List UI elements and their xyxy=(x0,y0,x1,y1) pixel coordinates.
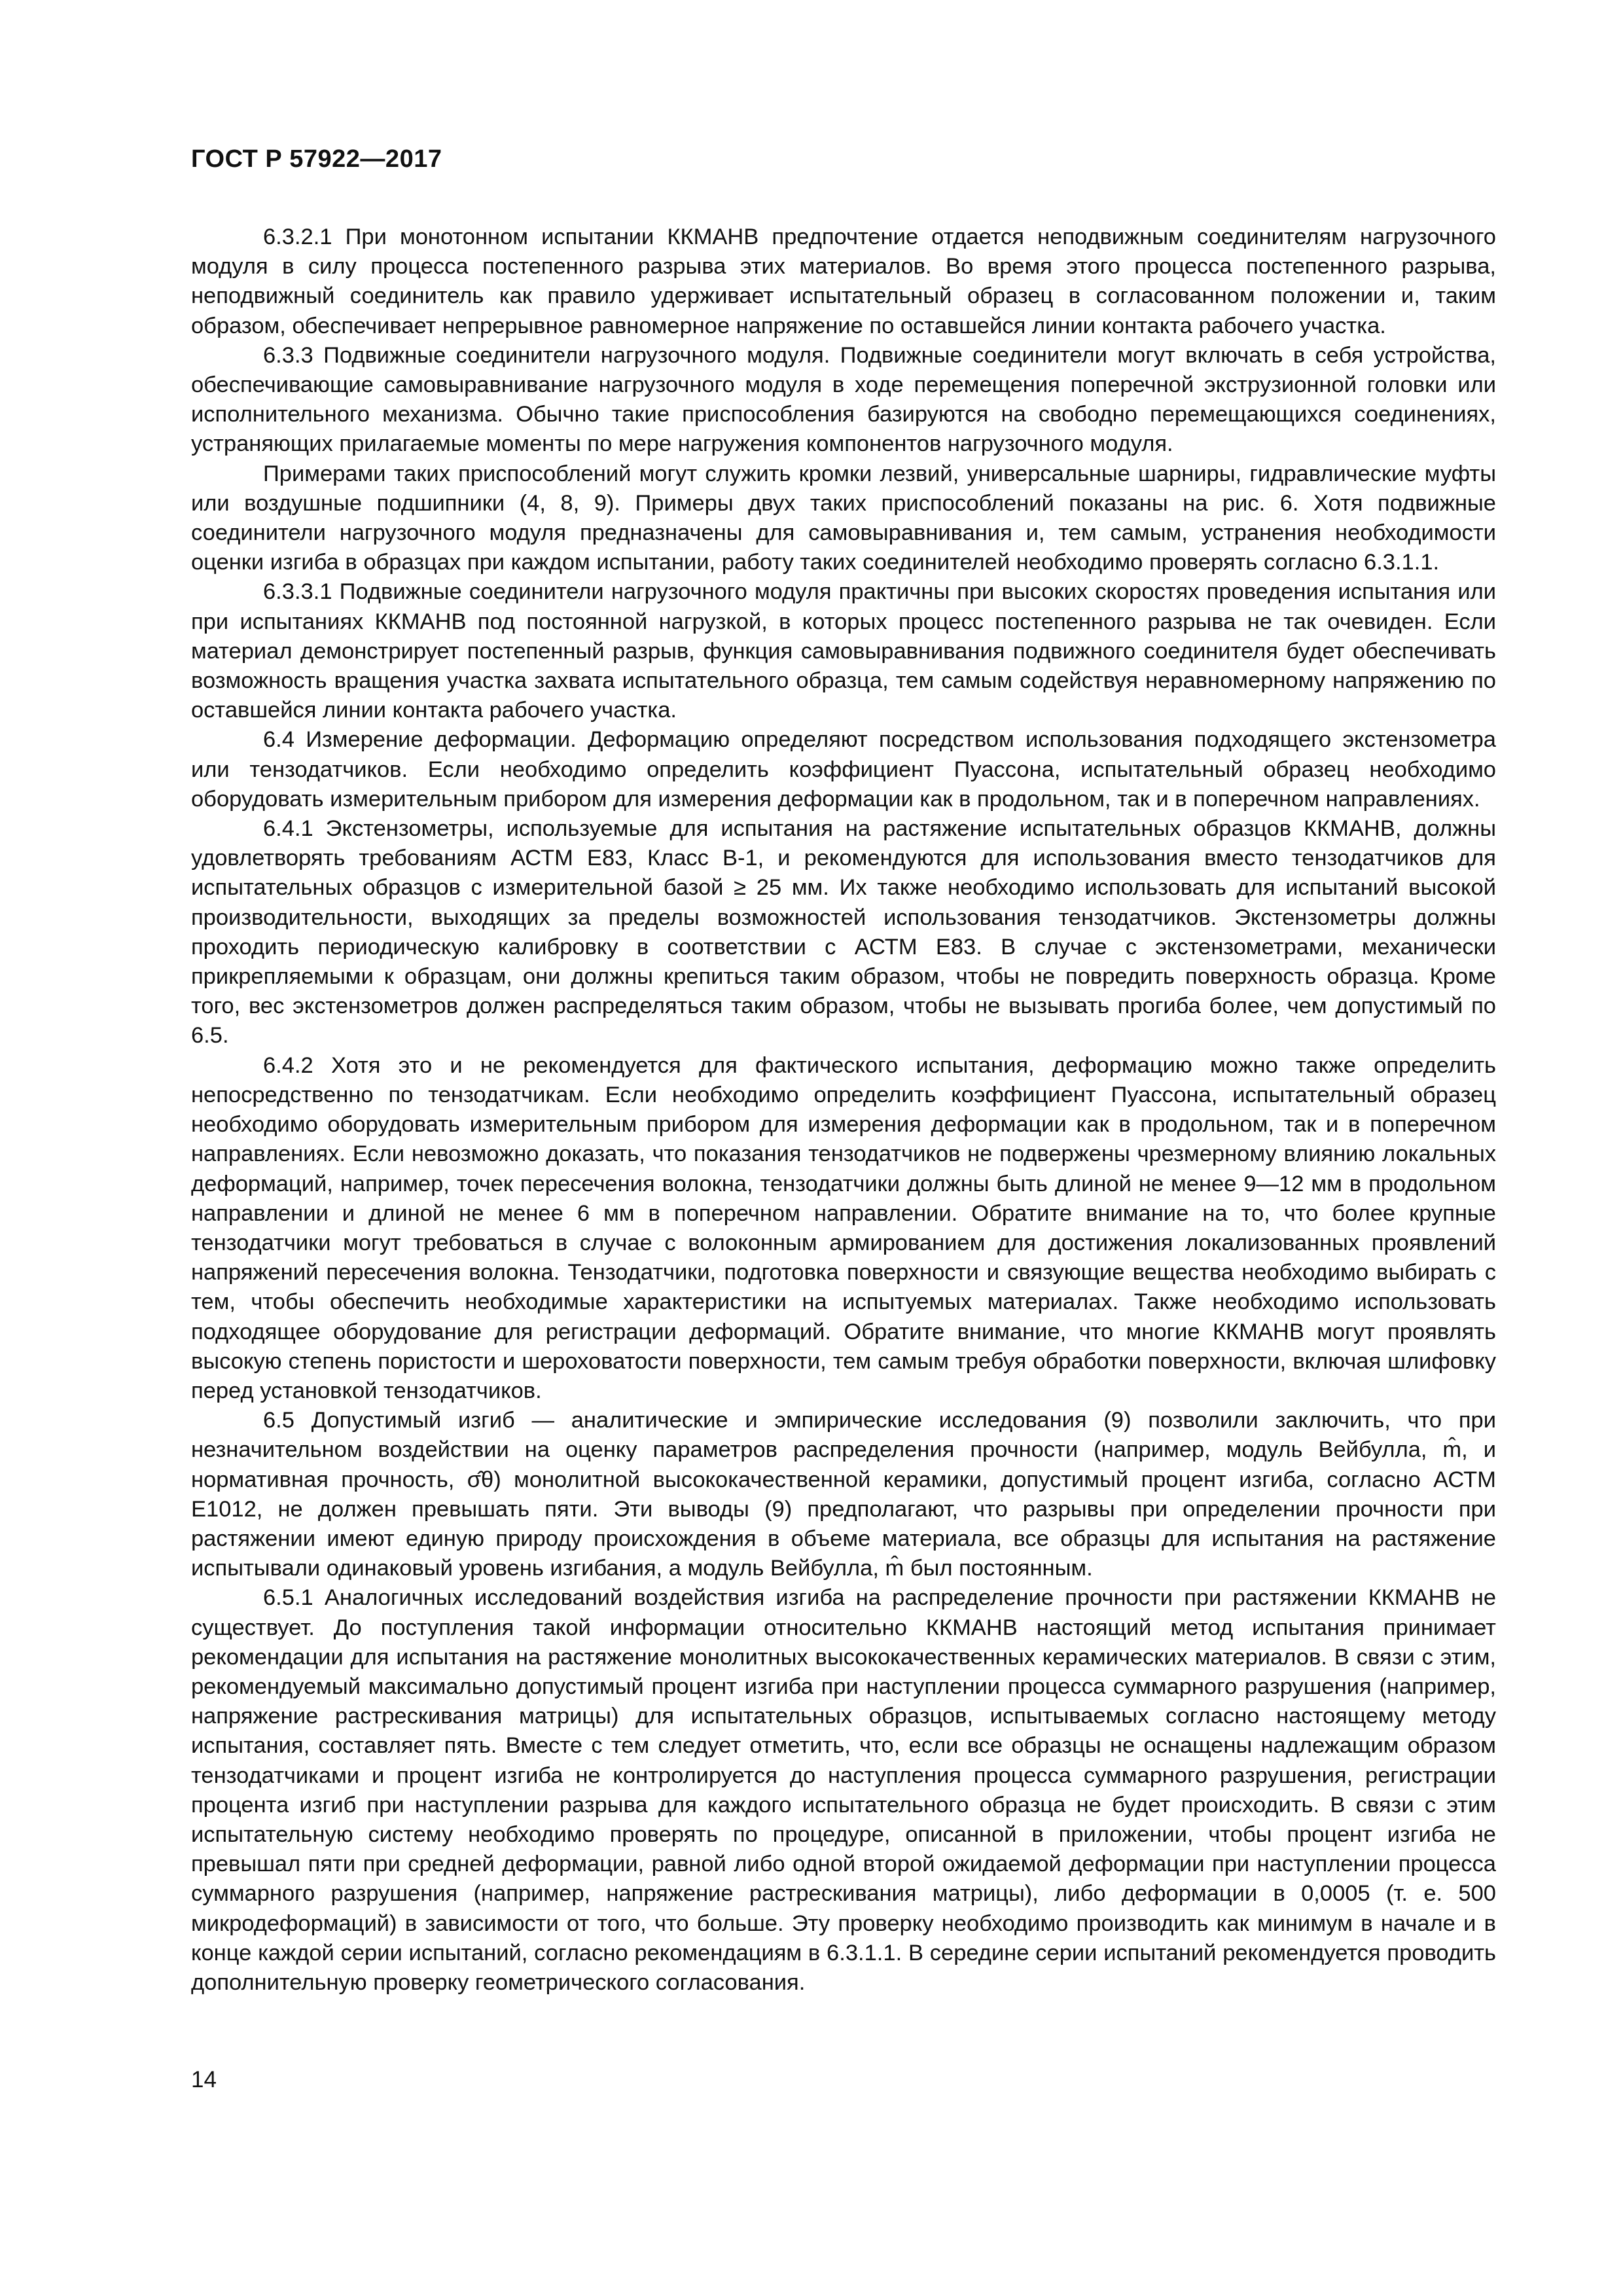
paragraph-6-5: 6.5 Допустимый изгиб — аналитические и эмпирические исследования (9) позволили заключить, что при незначительном воздействии на оценку параметров распределения прочности (например, модуль Вейбулла, m̂, и нормативная прочность, σ̂θ) монолитной высококачественной керамики, допустимый процент изгиба, согласно АСТМ Е1012, не должен превышать пяти. Эти выводы (9) предполагают, что разрывы при определении прочности при растяжении имеют единую природу происхождения в объеме материала, все образцы для испытания на растяжение испытывали одинаковый уровень изгибания, а модуль Вейбулла, m̂ был постоянным. xyxy=(191,1408,1496,1581)
document-header: ГОСТ Р 57922—2017 xyxy=(191,145,442,173)
paragraph-6-3-3: 6.3.3 Подвижные соединители нагрузочного модуля. Подвижные соединители могут включать в себя устройства, обеспечивающие самовыравнивание нагрузочного модуля в ходе перемещения поперечной экструзионной головки или исполнительного механизма. Обычно такие приспособления базируются на свободно перемещающихся соединениях, устраняющих прилагаемые моменты по мере нагружения компонентов нагрузочного модуля. xyxy=(191,342,1496,457)
paragraph-6-4: 6.4 Измерение деформации. Деформацию определяют посредством использования подходящего экстензометра или тензодатчиков. Если необходимо определить коэффициент Пуассона, испытательный образец необходимо оборудовать измерительным прибором для измерения деформации как в продольном, так и в поперечном направлениях. xyxy=(191,727,1496,812)
body-text xyxy=(191,223,1496,1998)
page-number: 14 xyxy=(191,2067,217,2092)
paragraph-6-4-1: 6.4.1 Экстензометры, используемые для испытания на растяжение испытательных образцов ККМАНВ, должны удовлетворять требованиям АСТМ Е83, Класс В-1, и рекомендуются для использования вместо тензодатчиков для испытательных образцов с измерительной базой ≥ 25 мм. Их также необходимо использовать для испытаний высокой производительности, выходящих за пределы возможностей использования тензодатчиков. Экстензометры должны проходить периодическую калибровку в соответствии с АСТМ Е83. В случае с экстензометрами, механически прикрепляемыми к образцам, они должны крепиться таким образом, чтобы не повредить поверхность образца. Кроме того, вес экстензометров должен распределяться таким образом, чтобы не вызывать прогиба более, чем допустимый по 6.5. xyxy=(191,816,1496,1049)
paragraph-6-5-1: 6.5.1 Аналогичных исследований воздействия изгиба на распределение прочности при растяжении ККМАНВ не существует. До поступления такой информации относительно ККМАНВ настоящий метод испытания принимает рекомендации для испытания на растяжение монолитных высококачественных керамических материалов. В связи с этим, рекомендуемый максимально допустимый процент изгиба при наступлении процесса суммарного разрушения (например, напряжение растрескивания матрицы) для испытательных образцов, испытываемых согласно настоящему методу испытания, составляет пять. Вместе с тем следует отметить, что, если все образцы не оснащены надлежащим образом тензодатчиками и процент изгиба не контролируется до наступления процесса суммарного разрушения, регистрации процента изгиб при наступлении разрыва для каждого испытательного образца не будет происходить. В связи с этим испытательную систему необходимо проверять по процедуре, описанной в приложении, чтобы процент изгиба не превышал пяти при средней деформации, равной либо одной второй ожидаемой деформации при наступлении процесса суммарного разрушения (например, напряжение растрескивания матрицы), либо деформации в 0,0005 (т. е. 500 микродеформаций) в зависимости от того, что больше. Эту проверку необходимо производить как минимум в начале и в конце каждой серии испытаний, согласно рекомендациям в 6.3.1.1. В середине серии испытаний рекомендуется проводить дополнительную проверку геометрического согласования. xyxy=(191,1585,1496,1995)
paragraph-examples: Примерами таких приспособлений могут служить кромки лезвий, универсальные шарниры, гидравлические муфты или воздушные подшипники (4, 8, 9). Примеры двух таких приспособлений показаны на рис. 6. Хотя подвижные соединители нагрузочного модуля предназначены для самовыравнивания и, тем самым, устранения необходимости оценки изгиба в образцах при каждом испытании, работу таких соединителей необходимо проверять согласно 6.3.1.1. xyxy=(191,461,1496,575)
paragraph-6-3-2-1: 6.3.2.1 При монотонном испытании ККМАНВ предпочтение отдается неподвижным соединителям нагрузочного модуля в силу процесса постепенного разрыва этих материалов. Во время этого процесса постепенного разрыва, неподвижный соединитель как правило удерживает испытательный образец в согласованном положении и, таким образом, обеспечивает непрерывное равномерное напряжение по оставшейся линии контакта рабочего участка. xyxy=(191,224,1496,338)
paragraph-6-3-3-1: 6.3.3.1 Подвижные соединители нагрузочного модуля практичны при высоких скоростях проведения испытания или при испытаниях ККМАНВ под постоянной нагрузкой, в которых процесс постепенного разрыва не так очевиден. Если материал демонстрирует постепенный разрыв, функция самовыравнивания подвижного соединителя будет обеспечивать возможность вращения участка захвата испытательного образца, тем самым содействуя неравномерному напряжению по оставшейся линии контакта рабочего участка. xyxy=(191,579,1496,723)
paragraph-6-4-2: 6.4.2 Хотя это и не рекомендуется для фактического испытания, деформацию можно также определить непосредственно по тензодатчикам. Если необходимо определить коэффициент Пуассона, испытательный образец необходимо оборудовать измерительным прибором для измерения деформации как в продольном, так и в поперечном направлениях. Если невозможно доказать, что показания тензодатчиков не подвержены чрезмерному влиянию локальных деформаций, например, точек пересечения волокна, тензодатчики должны быть длиной не менее 9—12 мм в продольном направлении и длиной не менее 6 мм в поперечном направлении. Обратите внимание на то, что более крупные тензодатчики могут требоваться в случае с волоконным армированием для достижения локализованных проявлений напряжений пересечения волокна. Тензодатчики, подготовка поверхности и связующие вещества необходимо выбирать с тем, чтобы обеспечить необходимые характеристики на испытуемых материалах. Также необходимо использовать подходящее оборудование для регистрации деформаций. Обратите внимание, что многие ККМАНВ могут проявлять высокую степень пористости и шероховатости поверхности, тем самым требуя обработки поверхности, включая шлифовку перед установкой тензодатчиков. xyxy=(191,1052,1496,1403)
